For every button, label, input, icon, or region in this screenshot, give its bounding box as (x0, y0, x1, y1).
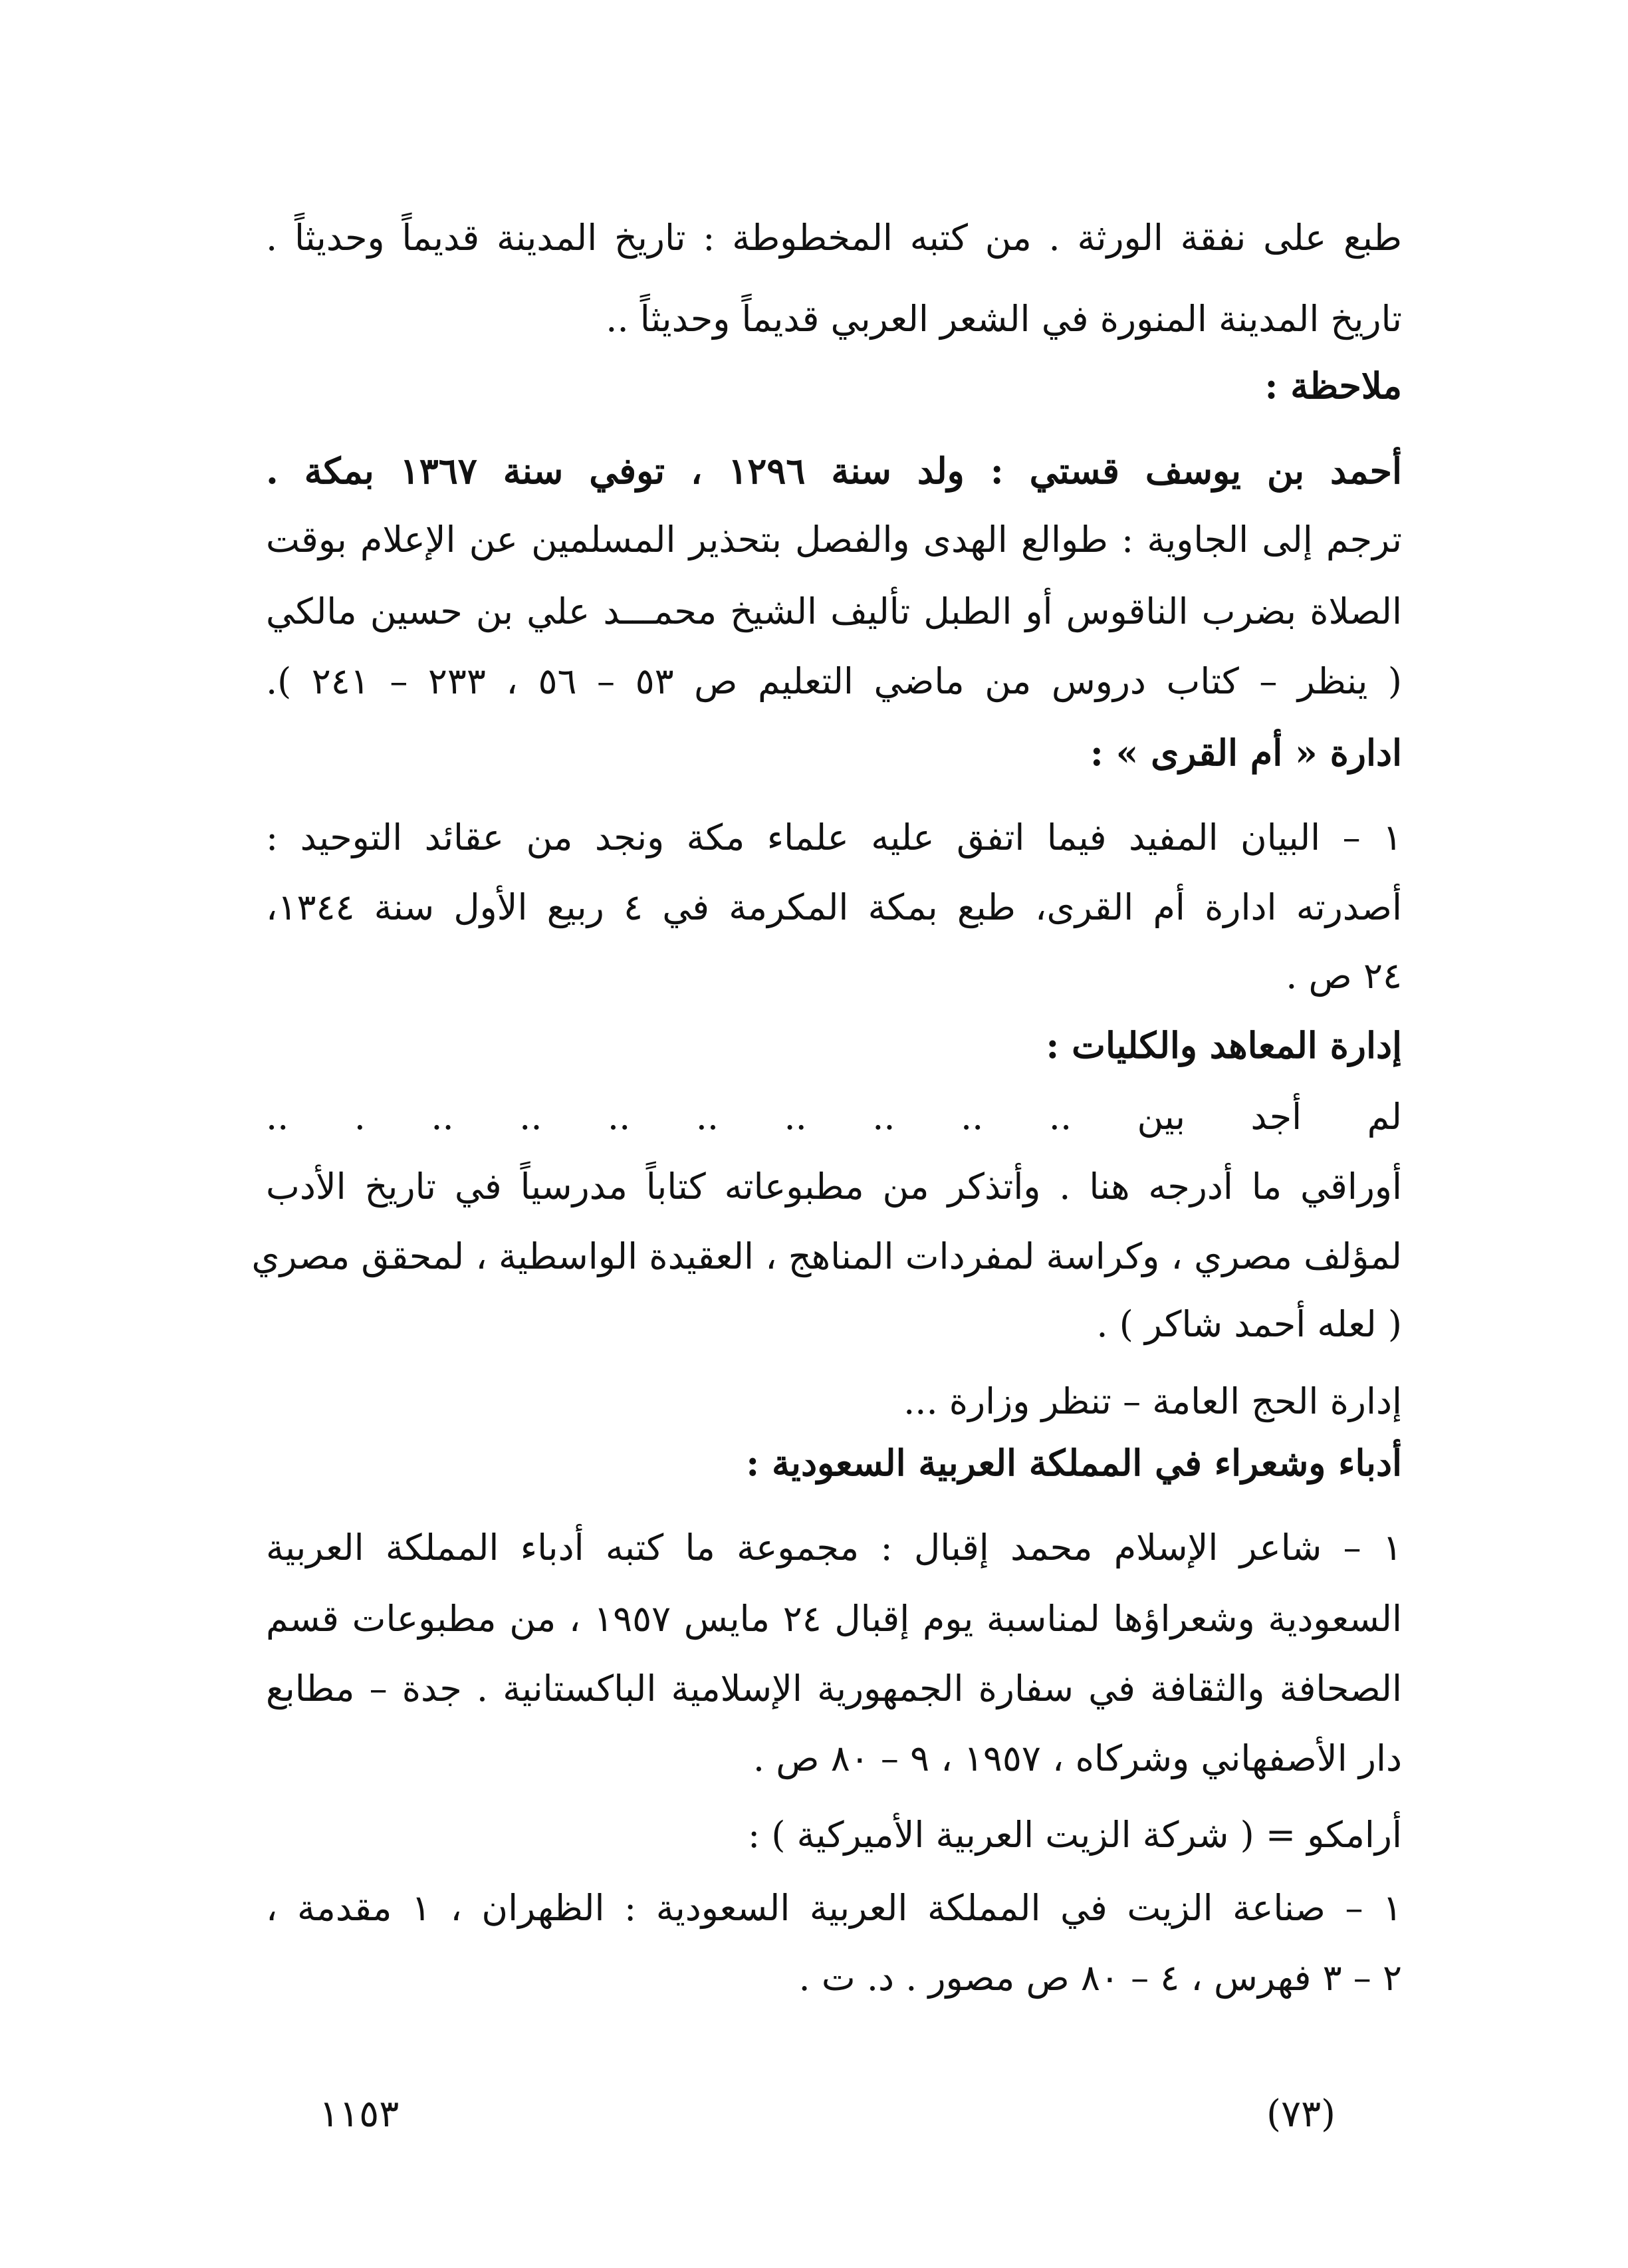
section-heading: أرامكو = ( شركة الزيت العربية الأميركية ) : (748, 1814, 1402, 1856)
section-heading: ادارة « أم القرى » : (1090, 731, 1402, 774)
text-line: أحمد بن يوسف قستي : ولد سنة ١٢٩٦ ، توفي سنة ١٣٦٧ بمكة . (266, 449, 1403, 492)
text-line: ١ – صناعة الزيت في المملكة العربية السعودية : الظهران ، ١ مقدمة ، (266, 1887, 1402, 1929)
text-line: الصلاة بضرب الناقوس أو الطبل تأليف الشيخ محمـــد علي بن حسين مالكي (266, 590, 1402, 632)
section-heading: أدباء وشعراء في المملكة العربية السعودية : (746, 1442, 1402, 1484)
text-line: أصدرته ادارة أم القرى، طبع بمكة المكرمة في ٤ ربيع الأول سنة ١٣٤٤، (266, 886, 1402, 928)
text-line: إدارة الحج العامة – تنظر وزارة ... (903, 1380, 1402, 1422)
text-line: ( لعله أحمد شاكر ) . (1096, 1303, 1402, 1345)
section-heading: ملاحظة : (1264, 364, 1402, 407)
text-line: ١ – شاعر الإسلام محمد إقبال : مجموعة ما كتبه أدباء المملكة العربية (266, 1527, 1402, 1569)
text-line: أوراقي ما أدرجه هنا . وأتذكر من مطبوعاته كتاباً مدرسياً في تاريخ الأدب (266, 1166, 1402, 1207)
text-line: ( ينظر – كتاب دروس من ماضي التعليم ص ٥٣ – ٥٦ ، ٢٣٣ – ٢٤١ ). (266, 660, 1402, 702)
text-line: لمؤلف مصري ، وكراسة لمفردات المناهج ، العقيدة الواسطية ، لمحقق مصري (251, 1235, 1402, 1277)
text-line: لم أجد بين .. .. .. .. .. .. .. .. . .. (266, 1096, 1402, 1138)
text-line: تاريخ المدينة المنورة في الشعر العربي قديماً وحديثاً .. (606, 298, 1402, 340)
text-line: ٢٤ ص . (1286, 955, 1402, 997)
text-line: ٢ – ٣ فهرس ، ٤ – ٨٠ ص مصور . د. ت . (798, 1957, 1402, 1999)
text-line: ١ – البيان المفيد فيما اتفق عليه علماء مكة ونجد من عقائد التوحيد : (266, 817, 1402, 858)
text-line: دار الأصفهاني وشركاه ، ١٩٥٧ ، ٩ – ٨٠ ص . (753, 1737, 1402, 1779)
page-number: ١١٥٣ (319, 2092, 400, 2136)
text-line: طبع على نفقة الورثة . من كتبه المخطوطة : تاريخ المدينة قديماً وحديثاً . (266, 217, 1402, 259)
section-heading: إدارة المعاهد والكليات : (1046, 1024, 1402, 1067)
section-page-number: (٧٣) (1266, 2092, 1336, 2136)
text-line: ترجم إلى الجاوية : طوالع الهدى والفصل بتحذير المسلمين عن الإعلام بوقت (266, 519, 1402, 561)
text-line: الصحافة والثقافة في سفارة الجمهورية الإسلامية الباكستانية . جدة – مطابع (266, 1668, 1402, 1709)
text-line: السعودية وشعراؤها لمناسبة يوم إقبال ٢٤ مايس ١٩٥٧ ، من مطبوعات قسم (266, 1598, 1402, 1640)
